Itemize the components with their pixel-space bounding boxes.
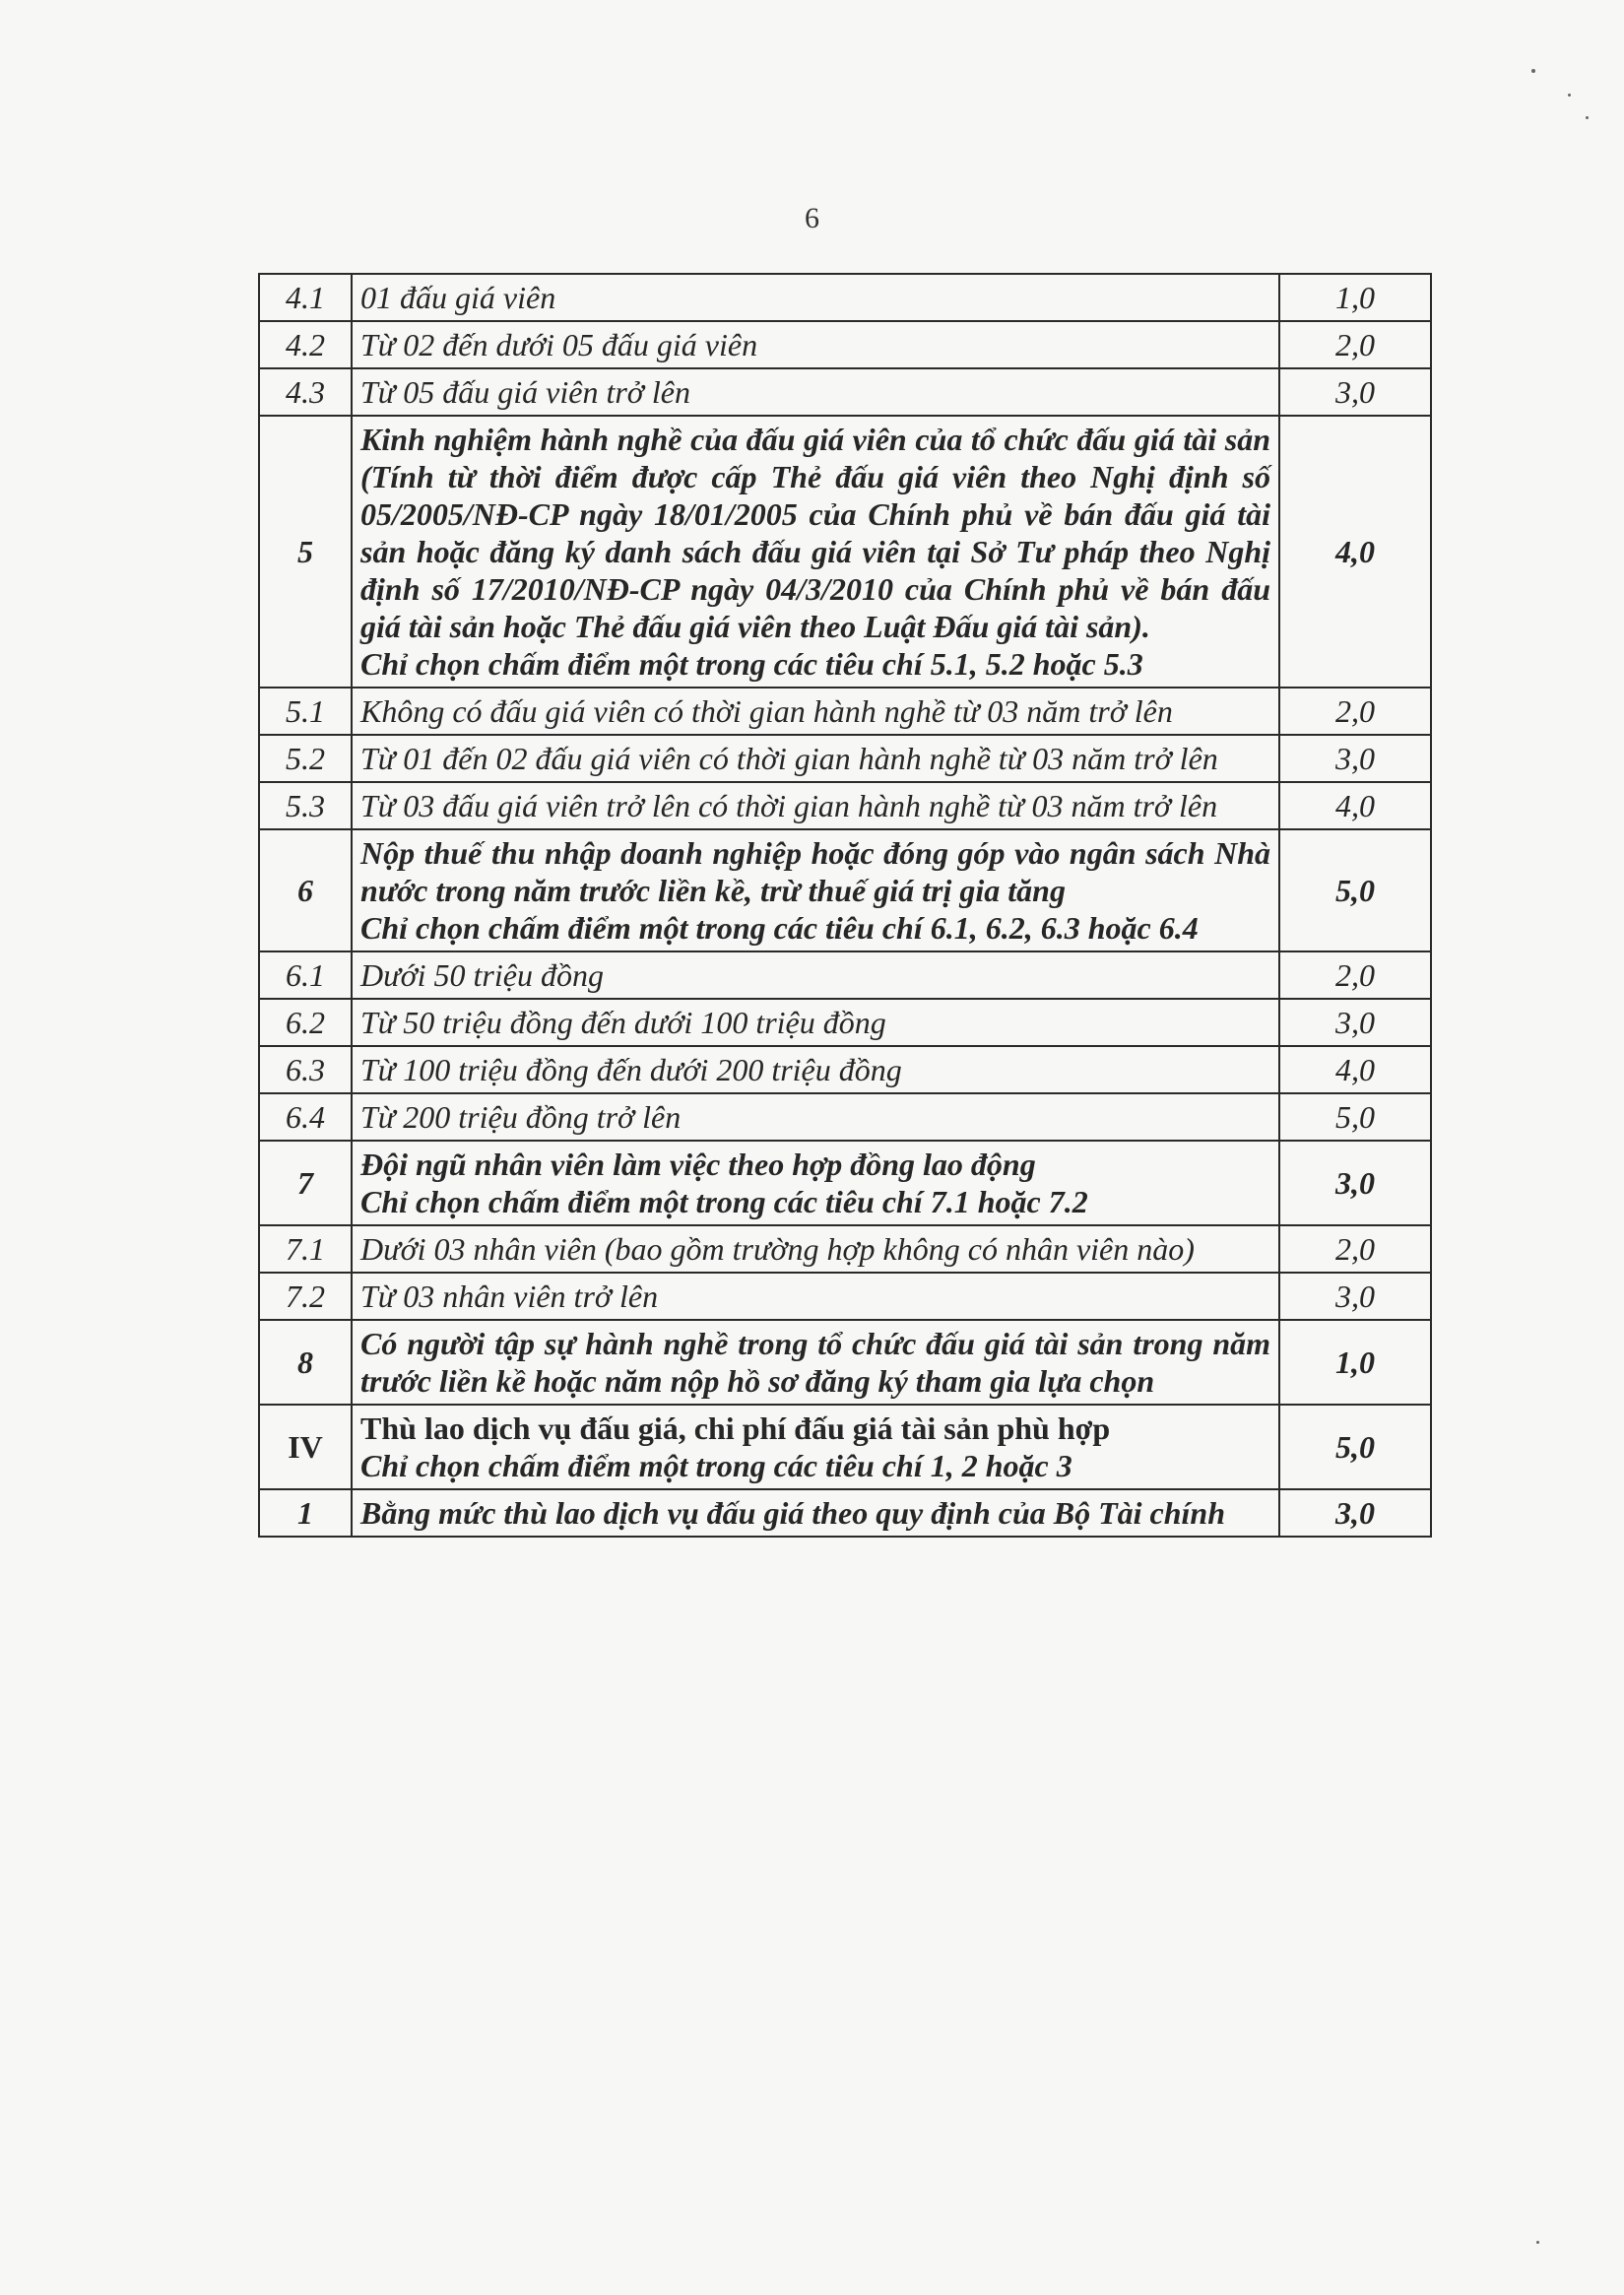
scan-speck [1536,2241,1539,2244]
criterion-content [352,1046,1279,1093]
criterion-text: Dưới 50 triệu đồng [360,957,604,993]
criterion-score: 1,0 [1279,1320,1431,1405]
scan-speck [1568,94,1571,97]
criterion-content [352,999,1279,1046]
criterion-score: 3,0 [1279,999,1431,1046]
criterion-text: Dưới 03 nhân viên (bao gồm trường hợp không có nhân viên nào) [360,1231,1195,1267]
table-row [259,321,1431,368]
criterion-text: Từ 100 triệu đồng đến dưới 200 triệu đồng [360,1052,902,1087]
table-row [259,1273,1431,1320]
table-row [259,1093,1431,1141]
criterion-instruction: Chỉ chọn chấm điểm một trong các tiêu chí 5.1, 5.2 hoặc 5.3 [360,646,1143,682]
criterion-heading: Nộp thuế thu nhập doanh nghiệp hoặc đóng góp vào ngân sách Nhà nước trong năm trước liền kề, trừ thuế giá trị gia tăng [360,835,1270,908]
criterion-heading: Kinh nghiệm hành nghề của đấu giá viên của tổ chức đấu giá tài sản (Tính từ thời điểm được cấp Thẻ đấu giá viên theo Nghị định số 05/2005/NĐ-CP ngày 18/01/2005 của Chính phủ về bán đấu giá tài sản hoặc đăng ký danh sách đấu giá viên tại Sở Tư pháp theo Nghị định số 17/2010/NĐ-CP ngày 04/3/2010 của Chính phủ về bán đấu giá tài sản hoặc Thẻ đấu giá viên theo Luật Đấu giá tài sản). [360,422,1270,644]
table-row [259,1489,1431,1537]
criterion-number: 5.3 [259,782,352,829]
criterion-text: 01 đấu giá viên [360,280,556,315]
table-row [259,951,1431,999]
table-row [259,416,1431,688]
criterion-number: 7.2 [259,1273,352,1320]
criterion-heading: Có người tập sự hành nghề trong tổ chức đấu giá tài sản trong năm trước liền kề hoặc năm nộp hồ sơ đăng ký tham gia lựa chọn [360,1326,1270,1399]
criterion-number: 6.2 [259,999,352,1046]
criterion-number: 7.1 [259,1225,352,1273]
criterion-content [352,688,1279,735]
criterion-content [352,782,1279,829]
table-row [259,735,1431,782]
criterion-score: 3,0 [1279,1141,1431,1225]
scan-speck [1531,69,1535,73]
table-row [259,829,1431,951]
criterion-score: 5,0 [1279,1093,1431,1141]
criterion-instruction: Chỉ chọn chấm điểm một trong các tiêu chí 7.1 hoặc 7.2 [360,1184,1088,1219]
criterion-number: 4.1 [259,274,352,321]
section-number: IV [259,1405,352,1489]
criterion-number: 5.1 [259,688,352,735]
table-row [259,1046,1431,1093]
criterion-content [352,735,1279,782]
criterion-content [352,1489,1279,1537]
criterion-text: Từ 50 triệu đồng đến dưới 100 triệu đồng [360,1005,886,1040]
criterion-score: 2,0 [1279,1225,1431,1273]
table-row [259,274,1431,321]
criterion-number: 4.2 [259,321,352,368]
criterion-content [352,416,1279,688]
criterion-score: 1,0 [1279,274,1431,321]
criterion-number: 6.4 [259,1093,352,1141]
criterion-number: 1 [259,1489,352,1537]
criterion-score: 3,0 [1279,1273,1431,1320]
criterion-text: Không có đấu giá viên có thời gian hành nghề từ 03 năm trở lên [360,693,1173,729]
criterion-score: 3,0 [1279,735,1431,782]
table-row [259,1320,1431,1405]
scan-speck [1586,116,1589,119]
criterion-content [352,1141,1279,1225]
criterion-number: 4.3 [259,368,352,416]
criterion-text: Từ 05 đấu giá viên trở lên [360,374,690,410]
criterion-score: 4,0 [1279,1046,1431,1093]
criterion-number: 5.2 [259,735,352,782]
criterion-number: 6.1 [259,951,352,999]
criterion-score: 3,0 [1279,368,1431,416]
criterion-text: Từ 03 đấu giá viên trở lên có thời gian hành nghề từ 03 năm trở lên [360,788,1218,823]
criterion-score: 4,0 [1279,782,1431,829]
table-row [259,999,1431,1046]
section-instruction: Chỉ chọn chấm điểm một trong các tiêu chí 1, 2 hoặc 3 [360,1448,1072,1483]
criterion-score: 2,0 [1279,951,1431,999]
criterion-score: 5,0 [1279,829,1431,951]
criterion-content [352,321,1279,368]
criterion-heading: Bằng mức thù lao dịch vụ đấu giá theo quy định của Bộ Tài chính [360,1495,1225,1531]
criterion-content [352,1225,1279,1273]
criterion-content [352,368,1279,416]
criterion-number: 5 [259,416,352,688]
criterion-number: 8 [259,1320,352,1405]
table-row [259,688,1431,735]
criterion-content [352,1093,1279,1141]
table-row [259,1225,1431,1273]
criterion-score: 2,0 [1279,688,1431,735]
criterion-content [352,951,1279,999]
criterion-score: 3,0 [1279,1489,1431,1537]
criterion-text: Từ 03 nhân viên trở lên [360,1279,659,1314]
criterion-score: 4,0 [1279,416,1431,688]
table-row [259,782,1431,829]
criterion-number: 6.3 [259,1046,352,1093]
table-row [259,368,1431,416]
criterion-text: Từ 200 triệu đồng trở lên [360,1099,682,1135]
criterion-content [352,829,1279,951]
criterion-text: Từ 02 đến dưới 05 đấu giá viên [360,327,758,362]
criterion-number: 7 [259,1141,352,1225]
table-row [259,1405,1431,1489]
criterion-score: 2,0 [1279,321,1431,368]
criterion-content [352,274,1279,321]
criterion-content [352,1320,1279,1405]
criterion-content [352,1273,1279,1320]
criteria-score-table [258,273,1432,1538]
criterion-heading: Đội ngũ nhân viên làm việc theo hợp đồng lao động [360,1147,1036,1182]
criterion-text: Từ 01 đến 02 đấu giá viên có thời gian hành nghề từ 03 năm trở lên [360,741,1218,776]
criterion-instruction: Chỉ chọn chấm điểm một trong các tiêu chí 6.1, 6.2, 6.3 hoặc 6.4 [360,910,1199,946]
section-heading: Thù lao dịch vụ đấu giá, chi phí đấu giá tài sản phù hợp [360,1410,1111,1446]
criterion-number: 6 [259,829,352,951]
section-score: 5,0 [1279,1405,1431,1489]
page-number: 6 [805,202,819,234]
table-row [259,1141,1431,1225]
section-content [352,1405,1279,1489]
